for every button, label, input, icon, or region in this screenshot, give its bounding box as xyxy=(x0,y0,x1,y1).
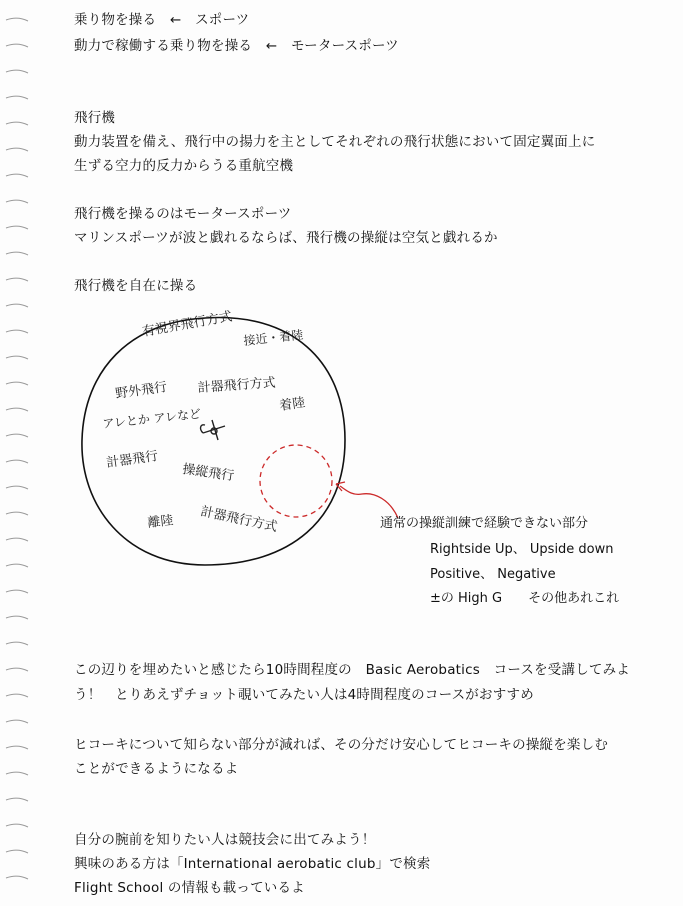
binding-ring-mark xyxy=(6,564,28,567)
binding-ring-mark xyxy=(6,96,28,99)
aircraft-heading: 飛行機 xyxy=(74,110,116,126)
intro-line-2: 動力で稼働する乗り物を操る ← モータースポーツ xyxy=(74,38,399,54)
binding-ring-mark xyxy=(6,590,28,593)
binding-ring-mark xyxy=(6,356,28,359)
unexplored-region-circle xyxy=(260,445,332,517)
confidence-line-1: ヒコーキについて知らない部分が減れば、その分だけ安心してヒコーキの操縦を楽しむ xyxy=(74,737,609,753)
binding-ring-mark xyxy=(6,70,28,73)
annotation-line-1: Rightside Up、 Upside down xyxy=(430,542,614,557)
binding-ring-mark xyxy=(6,876,28,879)
course-line-2: う！ とりあえずチョット覗いてみたい人は4時間程度のコースがおすすめ xyxy=(74,687,534,703)
confidence-line-2: ことができるようになるよ xyxy=(74,761,239,777)
binding-rings xyxy=(0,0,40,906)
closing-line-1: 自分の腕前を知りたい人は競技会に出てみよう！ xyxy=(74,832,376,848)
annotation-line-2: Positive、 Negative xyxy=(430,567,556,582)
intro-line-1: 乗り物を操る ← スポーツ xyxy=(74,12,250,28)
red-arrow-icon xyxy=(340,486,398,518)
red-arrowhead-icon xyxy=(336,482,345,491)
binding-ring-mark xyxy=(6,512,28,515)
sport-line-1: 飛行機を操るのはモータースポーツ xyxy=(74,206,292,222)
label-takeoff-landing: 接近・着陸 xyxy=(242,327,305,348)
annotation-line-3: ±の High G その他あれこれ xyxy=(430,591,620,606)
binding-ring-mark xyxy=(6,434,28,437)
label-instrument-flying: 計器飛行 xyxy=(105,448,160,471)
label-instrument-flight-rules: 計器飛行方式 xyxy=(199,504,279,536)
binding-ring-mark xyxy=(6,642,28,645)
label-departure: 離陸 xyxy=(146,513,175,531)
closing-line-2: 興味のある方は「International aerobatic club」で検索 xyxy=(74,856,431,872)
binding-ring-mark xyxy=(6,18,28,21)
binding-ring-mark xyxy=(6,148,28,151)
binding-ring-mark xyxy=(6,122,28,125)
label-visual-flight: 野外飛行 xyxy=(114,379,169,402)
binding-ring-mark xyxy=(6,330,28,333)
annotation-title: 通常の操縦訓練で経験できない部分 xyxy=(380,516,589,531)
binding-ring-mark xyxy=(6,408,28,411)
course-line-1: この辺りを埋めたいと感じたら10時間程度の Basic Aerobatics コースを受講してみよ xyxy=(74,662,630,678)
binding-ring-mark xyxy=(6,174,28,177)
closing-line-3: Flight School の情報も載っているよ xyxy=(74,880,305,896)
binding-ring-mark xyxy=(6,850,28,853)
binding-ring-mark xyxy=(6,694,28,697)
binding-ring-mark xyxy=(6,252,28,255)
freedom-heading: 飛行機を自在に操る xyxy=(74,278,198,294)
binding-ring-mark xyxy=(6,746,28,749)
binding-ring-mark xyxy=(6,460,28,463)
aircraft-definition-1: 動力装置を備え、飛行中の揚力を主としてそれぞれの飛行状態において固定翼面上に xyxy=(74,134,596,150)
label-steep-flight: 操縦飛行 xyxy=(181,462,236,485)
envelope-circle xyxy=(82,317,345,565)
label-landing: 着陸 xyxy=(278,395,307,414)
binding-ring-mark xyxy=(6,44,28,47)
binding-ring-mark xyxy=(6,720,28,723)
binding-ring-mark xyxy=(6,668,28,671)
binding-ring-mark xyxy=(6,538,28,541)
airplane-doodle-icon xyxy=(201,420,225,440)
aircraft-definition-2: 生ずる空力的反力からうる重航空機 xyxy=(74,158,294,174)
binding-ring-mark xyxy=(6,382,28,385)
binding-ring-mark xyxy=(6,486,28,489)
binding-ring-mark xyxy=(6,200,28,203)
binding-ring-mark xyxy=(6,824,28,827)
label-instrument-approach: 計器飛行方式 xyxy=(197,375,277,396)
binding-ring-mark xyxy=(6,772,28,775)
label-instrument-flight: 有視界飛行方式 xyxy=(141,309,234,340)
sport-line-2: マリンスポーツが波と戯れるならば、飛行機の操縦は空気と戯れるか xyxy=(74,230,498,246)
label-stunts: アレとか アレなど xyxy=(101,406,202,431)
binding-ring-mark xyxy=(6,616,28,619)
binding-ring-mark xyxy=(6,226,28,229)
binding-ring-mark xyxy=(6,304,28,307)
binding-ring-mark xyxy=(6,798,28,801)
binding-ring-mark xyxy=(6,278,28,281)
